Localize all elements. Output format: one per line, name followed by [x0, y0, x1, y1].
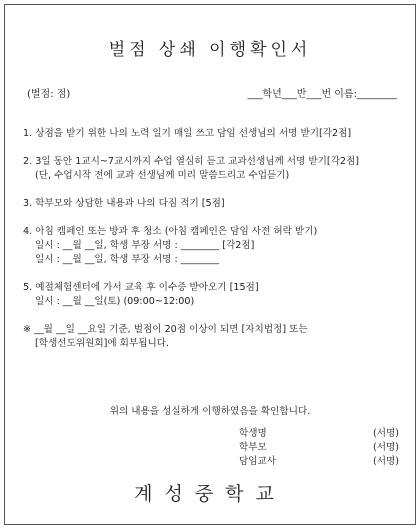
task-number: 2.: [23, 156, 33, 167]
task-text: 학부모와 상담한 내용과 나의 다짐 적기 [5점]: [35, 198, 225, 209]
signature-role: 담임교사: [239, 456, 277, 467]
signature-block: [239, 427, 399, 469]
task-item-2: [23, 155, 407, 183]
signature-role: 학생명: [239, 428, 267, 439]
task-number: 5.: [23, 282, 33, 293]
task-text: 아침 캠페인 또는 방과 후 청소 (아침 캠페인은 담임 사전 허락 받기): [35, 226, 318, 237]
penalty-points-field: (벌점: 점): [27, 89, 71, 100]
task-item-4: [23, 225, 407, 267]
confirmation-sheet: [4, 4, 416, 525]
task-number: 3.: [23, 198, 33, 209]
task-date-line: 일시 : __월 __일, 학생 부장 서명 : ________ [각2점]: [35, 240, 255, 251]
signature-row-parent: [239, 441, 399, 455]
task-text: 예절체험센터에 가서 교육 후 이수증 받아오기 [15점]: [35, 282, 259, 293]
page-title: 벌점 상쇄 이행확인서: [108, 40, 312, 60]
task-item-5: [23, 281, 407, 309]
school-name: 계성중학교: [134, 483, 286, 505]
confirmation-statement: 위의 내용을 성실하게 이행하였음을 확인합니다.: [109, 406, 311, 417]
task-text: 상점을 받기 위한 나의 노력 일기 매일 쓰고 담임 선생님의 서명 받기[각2점]: [35, 128, 352, 139]
student-info-field: ___학년___반___번 이름:________: [247, 89, 397, 100]
task-date-line: 일시 : __월 __일(토) (09:00~12:00): [35, 296, 195, 307]
signature-role: 학부모: [239, 442, 267, 453]
note-line: ※ __월 __일 __요일 기준, 벌점이 20점 이상이 되면 [자치법정] 또는: [23, 324, 308, 335]
signature-row-teacher: [239, 455, 399, 469]
task-number: 1.: [23, 128, 33, 139]
task-list: [23, 127, 407, 351]
signature-mark: (서명): [372, 428, 399, 439]
task-item-1: [23, 127, 407, 141]
task-item-3: [23, 197, 407, 211]
task-number: 4.: [23, 226, 33, 237]
warning-note: [23, 323, 407, 351]
signature-mark: (서명): [372, 456, 399, 467]
signature-row-student: [239, 427, 399, 441]
task-text: 3일 동안 1교시~7교시까지 수업 열심히 듣고 교과선생님께 서명 받기[각2점]: [35, 156, 360, 167]
note-line: [학생선도위원회]에 회부됩니다.: [35, 338, 170, 349]
signature-mark: (서명): [372, 442, 399, 453]
task-date-line: 일시 : __월 __일, 학생 부장 서명 : ________: [35, 254, 220, 265]
student-meta: [27, 85, 397, 100]
task-subtext: (단, 수업시작 전에 교과 선생님께 미리 말씀드리고 수업듣기): [35, 170, 290, 181]
